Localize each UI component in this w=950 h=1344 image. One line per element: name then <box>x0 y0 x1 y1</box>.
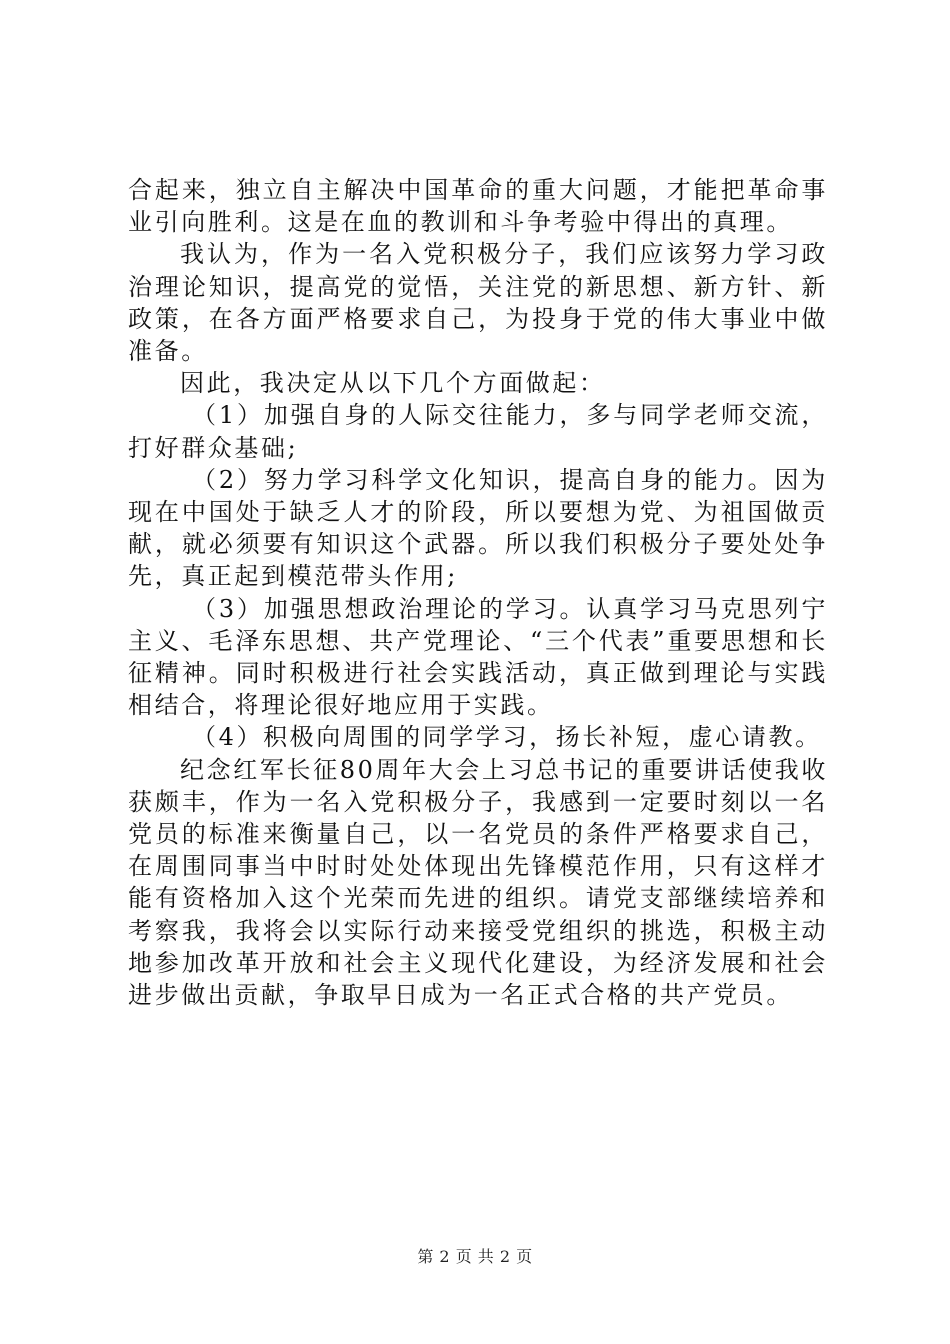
list-item-4: （4）积极向周围的同学学习，扬长补短，虚心请教。 <box>192 723 822 752</box>
paragraph-opinion: 我认为，作为一名入党积极分子，我们应该努力学习政治理论知识，提高党的觉悟，关注党的新思想、新方针、新政策，在各方面严格要求自己，为投身于党的伟大事业中做准备。 <box>128 240 828 366</box>
paragraph-conclusion: 纪念红军长征80周年大会上习总书记的重要讲话使我收获颇丰，作为一名入党积极分子，我感到一定要时刻以一名党员的标准来衡量自己，以一名党员的条件严格要求自己，在周围同事当中时时处处体现出先锋模范作用，只有这样才能有资格加入这个光荣而先进的组织。请党支部继续培养和考察我，我将会以实际行动来接受党组织的挑选，积极主动地参加改革开放和社会主义现代化建设，为经济发展和社会进步做出贡献，争取早日成为一名正式合格的共产党员。 <box>128 755 828 1010</box>
page-footer: 第 2 页 共 2 页 <box>417 1247 533 1266</box>
document-body <box>128 174 828 1011</box>
list-item-2: （2）努力学习科学文化知识，提高自身的能力。因为现在中国处于缺乏人才的阶段，所以要想为党、为祖国做贡献，就必须要有知识这个武器。所以我们积极分子要处处争先，真正起到模范带头作用; <box>128 465 828 591</box>
list-item-3: （3）加强思想政治理论的学习。认真学习马克思列宁主义、毛泽东思想、共产党理论、“三个代表”重要思想和长征精神。同时积极进行社会实践活动，真正做到理论与实践相结合，将理论很好地应用于实践。 <box>128 594 828 720</box>
list-item-1: （1）加强自身的人际交往能力，多与同学老师交流，打好群众基础; <box>128 401 828 462</box>
paragraph-continuation: 合起来，独立自主解决中国革命的重大问题，才能把革命事业引向胜利。这是在血的教训和斗争考验中得出的真理。 <box>128 176 828 237</box>
paragraph-intro: 因此，我决定从以下几个方面做起： <box>180 369 606 398</box>
